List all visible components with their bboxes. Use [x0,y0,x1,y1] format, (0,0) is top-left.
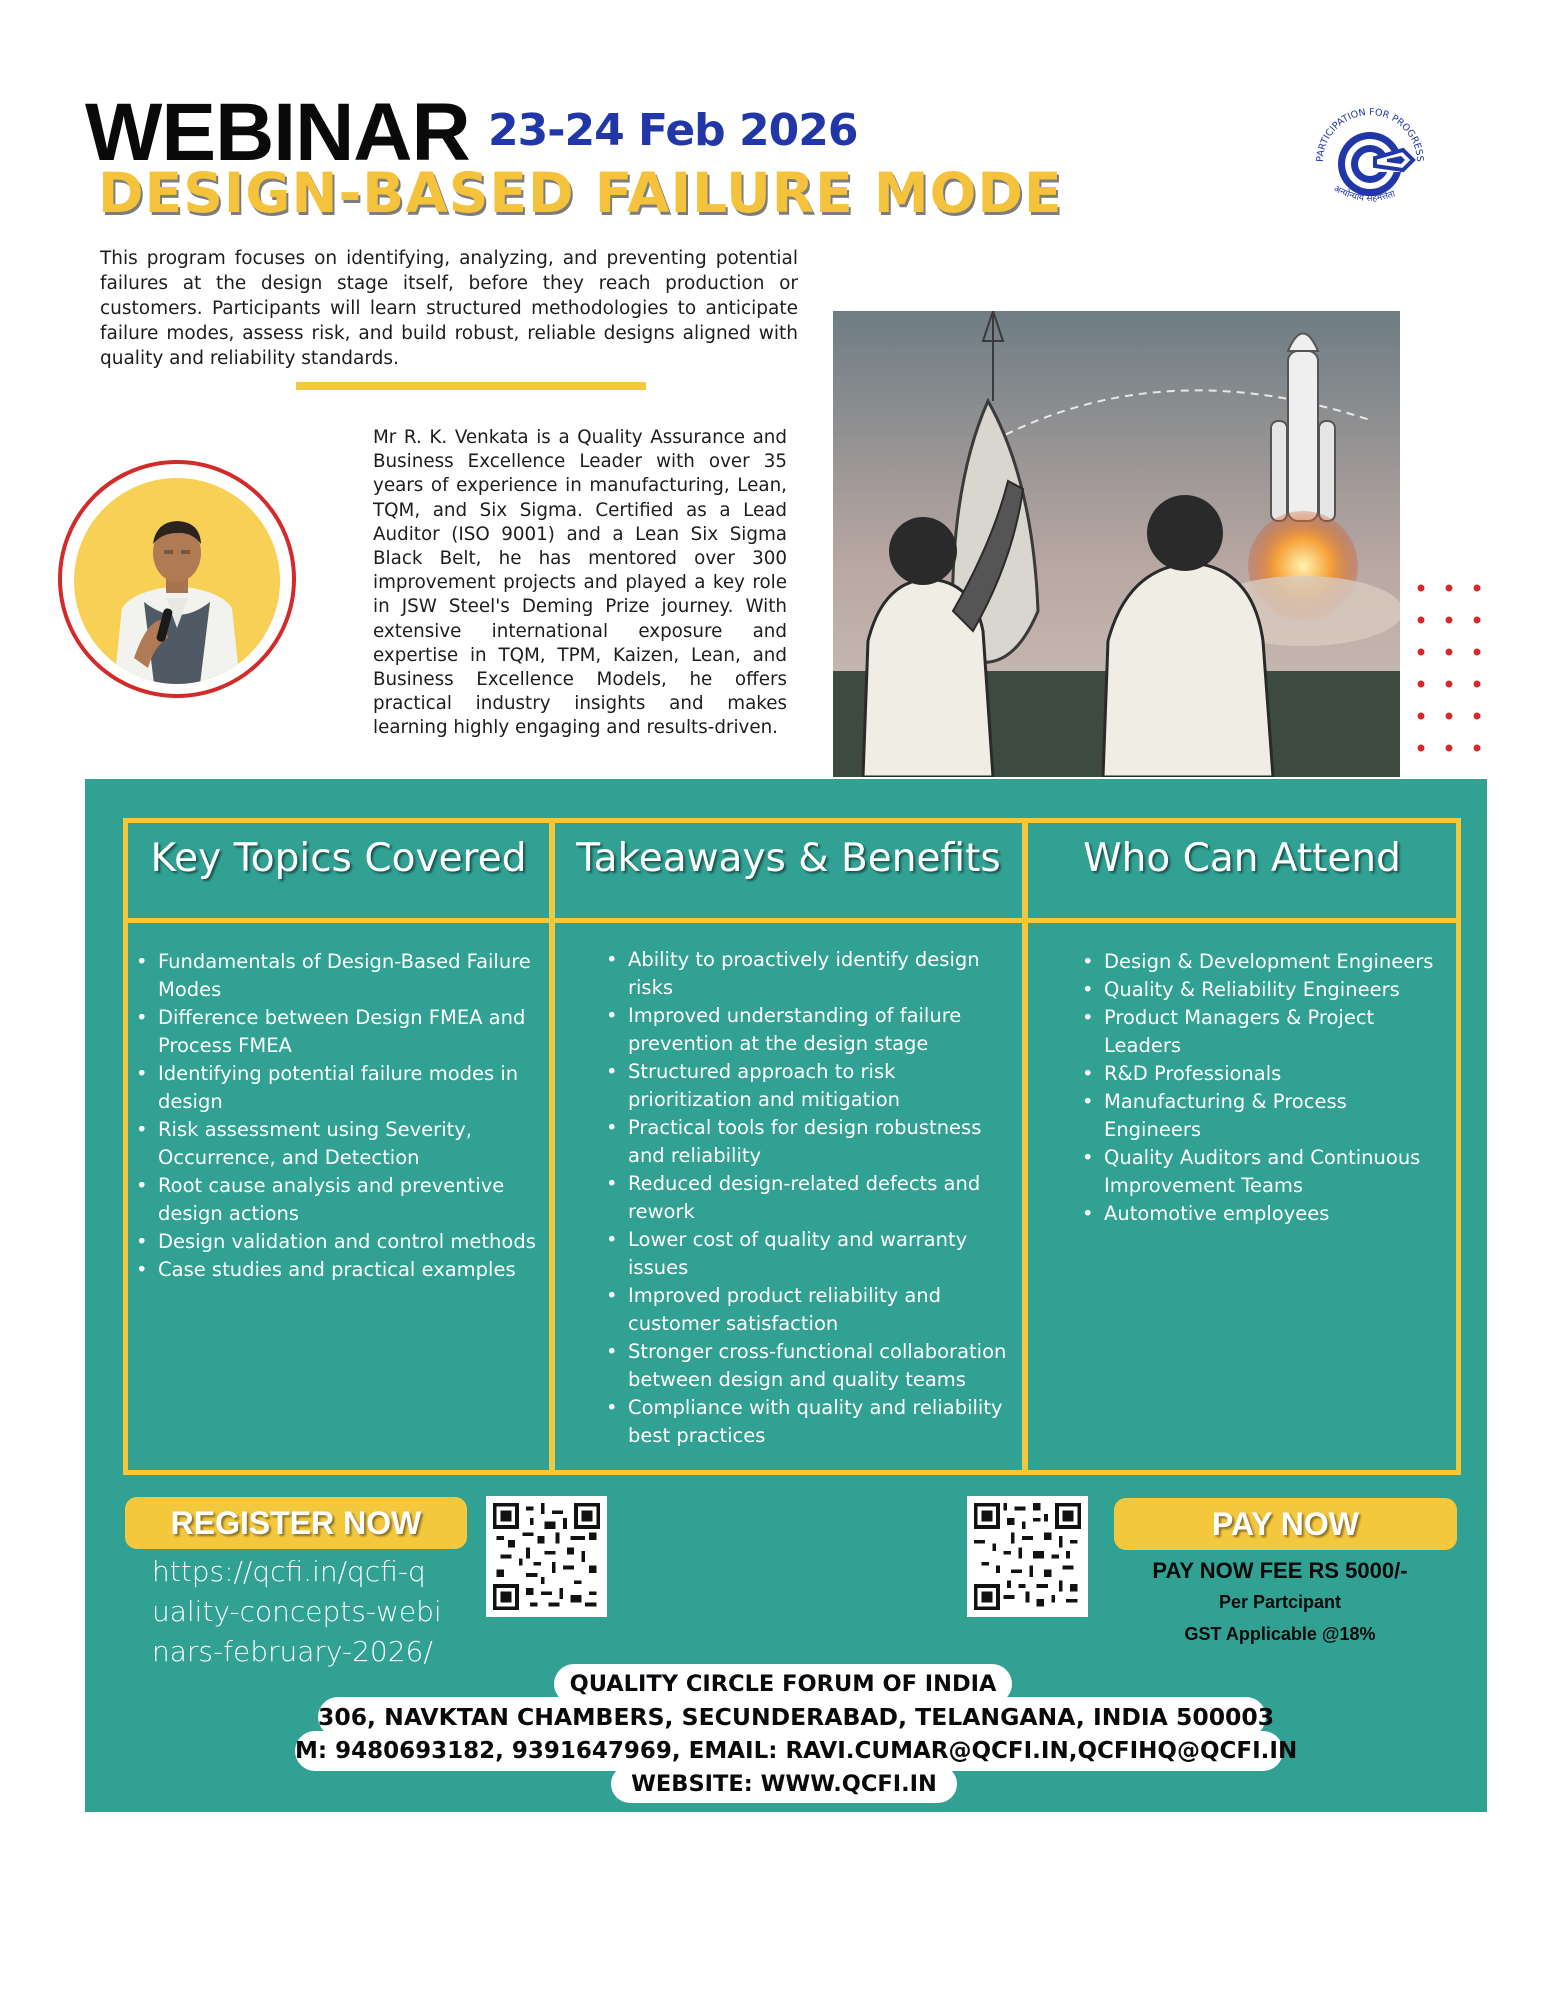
list-item: • Automotive employees [1078,1200,1444,1228]
column-divider [1022,818,1028,1475]
list-item: • Quality & Reliability Engineers [1078,976,1444,1004]
decorative-dots [1415,582,1485,762]
list-item: • Design validation and control methods [132,1228,540,1256]
list-item: • Manufacturing & Process Engineers [1078,1088,1444,1144]
pay-gst: GST Applicable @18% [1184,1624,1376,1644]
list-item: • Quality Auditors and Continuous Improvement Teams [1078,1144,1444,1200]
list-item: • Identifying potential failure modes in design [132,1060,540,1116]
org-website-link[interactable]: WEBSITE: WWW.QCFI.IN [611,1765,957,1803]
pay-qr-code[interactable] [967,1496,1088,1617]
intro-text: This program focuses on identifying, analyzing, and preventing potential failures at the design stage itself, before they reach production or customers. Participants will learn structured methodologies to anticipate failure modes, assess risk, and build robust, reliable designs aligned with quality and reliability standards. [100,248,798,369]
speaker-bio: Mr R. K. Venkata is a Quality Assurance and Business Excellence Leader with over 35 years of experience in manufacturing, Lean, TQM, and Six Sigma. Certified as a Lead Auditor (ISO 9001) and a Lean Six Sigma Black Belt, he has mentored over 300 improvement projects and played a key role in JSW Steel's Deming Prize journey. With extensive international exposure and expertise in TQM, TPM, Kaizen, Lean, and Business Excellence Models, he offers practical industry insights and makes learning highly engaging and results-driven. [373,427,787,739]
speaker-photo [74,478,280,684]
column-divider [549,818,555,1475]
topics-list [132,948,540,1284]
header-divider [123,918,1461,923]
attend-list [1078,948,1444,1228]
org-contact: M: 9480693182, 9391647969, EMAIL: RAVI.CUMAR@QCFI.IN,QCFIHQ@QCFI.IN [295,1731,1283,1771]
list-item: • Difference between Design FMEA and Process FMEA [132,1004,540,1060]
list-item: • Ability to proactively identify design risks [602,946,1020,1002]
list-item: • Practical tools for design robustness and reliability [602,1114,1020,1170]
org-address: 306, NAVKTAN CHAMBERS, SECUNDERABAD, TELANGANA, INDIA 500003 [318,1697,1266,1737]
register-now-button[interactable]: REGISTER NOW [125,1497,467,1549]
list-item: • Stronger cross-functional collaboration between design and quality teams [602,1338,1020,1394]
list-item: • Risk assessment using Severity, Occurrence, and Detection [132,1116,540,1172]
pay-fee: PAY NOW FEE RS 5000/- [1152,1558,1408,1583]
list-item: • Design & Development Engineers [1078,948,1444,976]
qcfi-logo [1295,100,1445,220]
org-name: QUALITY CIRCLE FORUM OF INDIA [554,1664,1012,1704]
attend-heading: Who Can Attend [1083,836,1401,881]
list-item: • Lower cost of quality and warranty issues [602,1226,1020,1282]
list-item: • Improved understanding of failure prevention at the design stage [602,1002,1020,1058]
register-url-link[interactable]: https://qcfi.in/qcfi-quality-concepts-webinars-february-2026/ [152,1555,442,1668]
rocket-launch-illustration [833,311,1400,777]
webinar-title: WEBINAR [85,87,470,178]
list-item: • Root cause analysis and preventive design actions [132,1172,540,1228]
list-item: • Product Managers & Project Leaders [1078,1004,1444,1060]
topics-heading: Key Topics Covered [150,836,527,881]
pay-now-button[interactable]: PAY NOW [1114,1498,1457,1550]
list-item: • R&D Professionals [1078,1060,1444,1088]
takeaways-list [602,946,1020,1450]
list-item: • Fundamentals of Design-Based Failure Modes [132,948,540,1004]
divider-line [296,382,646,390]
logo-arc-text: PARTICIPATION FOR PROGRESS [1314,106,1426,163]
list-item: • Compliance with quality and reliability best practices [602,1394,1020,1450]
webinar-subtitle: DESIGN-BASED FAILURE MODE [98,161,1063,225]
pay-per-participant: Per Partcipant [1218,1592,1342,1612]
list-item: • Structured approach to risk prioritization and mitigation [602,1058,1020,1114]
takeaways-heading: Takeaways & Benefits [576,836,1001,881]
list-item: • Reduced design-related defects and rework [602,1170,1020,1226]
list-item: • Case studies and practical examples [132,1256,540,1284]
webinar-date: 23-24 Feb 2026 [488,105,858,156]
logo-hindi-text: अन्योन्याय सहमत्तेता [1331,183,1397,205]
list-item: • Improved product reliability and customer satisfaction [602,1282,1020,1338]
register-qr-code[interactable] [486,1496,607,1617]
